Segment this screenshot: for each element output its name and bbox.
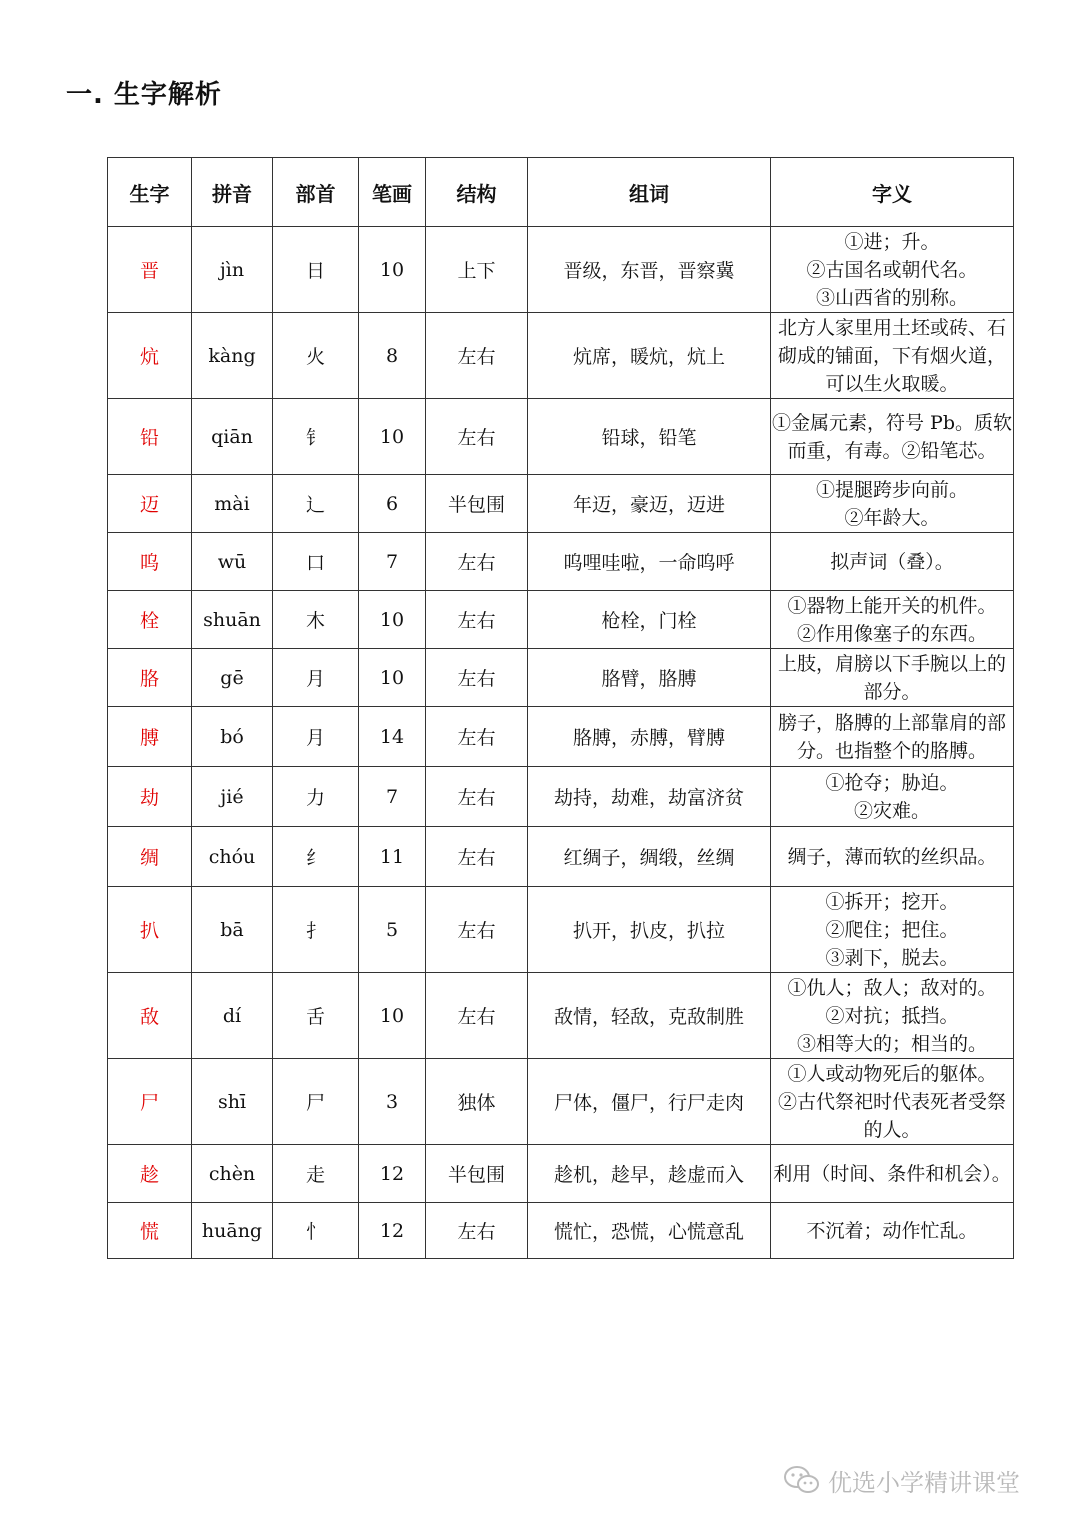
meaning-line: ③山西省的别称。 [815, 286, 968, 309]
meaning-line: 拟声词（叠）。 [830, 550, 954, 573]
structure-cell: 左右 [426, 1203, 528, 1259]
radical-cell: 忄 [273, 1203, 359, 1259]
words-cell: 敌情，轻敌，克敌制胜 [528, 973, 771, 1059]
radical-cell: 走 [273, 1145, 359, 1203]
meaning-line: ②爬住；把住。 [825, 918, 959, 941]
meaning-cell [771, 227, 1014, 313]
meaning-cell [771, 399, 1014, 475]
header-structure: 结构 [426, 158, 528, 227]
table-row [108, 1059, 1014, 1145]
char-cell: 铅 [108, 399, 192, 475]
watermark [782, 1460, 1062, 1500]
strokes-cell: 5 [359, 887, 426, 973]
pinyin-cell: wū [192, 533, 273, 591]
strokes-cell: 10 [359, 591, 426, 649]
structure-cell: 左右 [426, 973, 528, 1059]
header-radical: 部首 [273, 158, 359, 227]
pinyin-cell: shuān [192, 591, 273, 649]
structure-cell: 左右 [426, 313, 528, 399]
meaning-line: 北方人家里用土坯或砖、石砌成的铺面，下有烟火道，可以生火取暖。 [777, 316, 1006, 395]
table-row [108, 707, 1014, 767]
pinyin-cell: gē [192, 649, 273, 707]
char-cell: 尸 [108, 1059, 192, 1145]
table-row [108, 313, 1014, 399]
words-cell: 趁机，趁早，趁虚而入 [528, 1145, 771, 1203]
words-cell: 年迈，豪迈，迈进 [528, 475, 771, 533]
meaning-line: 上肢，肩膀以下手腕以上的部分。 [777, 652, 1006, 703]
character-table [107, 157, 1014, 1259]
table-row [108, 1203, 1014, 1259]
char-cell: 绸 [108, 827, 192, 887]
meaning-line: ①提腿跨步向前。 [815, 478, 968, 501]
meaning-line: ②古代祭祀时代表死者受祭的人。 [777, 1090, 1006, 1141]
pinyin-cell: huāng [192, 1203, 273, 1259]
words-cell: 慌忙，恐慌，心慌意乱 [528, 1203, 771, 1259]
meaning-cell [771, 887, 1014, 973]
char-cell: 呜 [108, 533, 192, 591]
radical-cell: 尸 [273, 1059, 359, 1145]
strokes-cell: 12 [359, 1203, 426, 1259]
meaning-cell [771, 973, 1014, 1059]
words-cell: 扒开，扒皮，扒拉 [528, 887, 771, 973]
header-strokes: 笔画 [359, 158, 426, 227]
wechat-icon [782, 1464, 822, 1496]
pinyin-cell: mài [192, 475, 273, 533]
words-cell: 红绸子，绸缎，丝绸 [528, 827, 771, 887]
radical-cell: 口 [273, 533, 359, 591]
header-char: 生字 [108, 158, 192, 227]
meaning-line: 不沉着；动作忙乱。 [806, 1219, 978, 1242]
table-row [108, 591, 1014, 649]
table-row [108, 1145, 1014, 1203]
structure-cell: 独体 [426, 1059, 528, 1145]
meaning-line: 绸子，薄而软的丝织品。 [787, 845, 997, 868]
radical-cell: 舌 [273, 973, 359, 1059]
pinyin-cell: chèn [192, 1145, 273, 1203]
char-cell: 炕 [108, 313, 192, 399]
strokes-cell: 10 [359, 973, 426, 1059]
pinyin-cell: bó [192, 707, 273, 767]
table-row [108, 475, 1014, 533]
table-header-row [108, 158, 1014, 227]
meaning-cell [771, 1059, 1014, 1145]
meaning-line: ③相等大的；相当的。 [796, 1032, 987, 1055]
radical-cell: 扌 [273, 887, 359, 973]
table-row [108, 767, 1014, 827]
table-row [108, 827, 1014, 887]
strokes-cell: 7 [359, 533, 426, 591]
structure-cell: 左右 [426, 767, 528, 827]
table-row [108, 887, 1014, 973]
meaning-cell [771, 591, 1014, 649]
meaning-cell [771, 827, 1014, 887]
strokes-cell: 14 [359, 707, 426, 767]
meaning-cell [771, 649, 1014, 707]
structure-cell: 左右 [426, 399, 528, 475]
pinyin-cell: jié [192, 767, 273, 827]
meaning-cell [771, 707, 1014, 767]
meaning-line: ②年龄大。 [844, 506, 940, 529]
table-row [108, 227, 1014, 313]
words-cell: 胳臂，胳膊 [528, 649, 771, 707]
meaning-line: ②作用像塞子的东西。 [796, 622, 987, 645]
strokes-cell: 11 [359, 827, 426, 887]
strokes-cell: 8 [359, 313, 426, 399]
words-cell: 枪栓，门栓 [528, 591, 771, 649]
header-meaning: 字义 [771, 158, 1014, 227]
structure-cell: 左右 [426, 707, 528, 767]
structure-cell: 左右 [426, 887, 528, 973]
meaning-line: ①进；升。 [844, 230, 940, 253]
meaning-line: ①金属元素，符号 Pb。质软而重，有毒。②铅笔芯。 [772, 411, 1012, 462]
char-cell: 扒 [108, 887, 192, 973]
structure-cell: 左右 [426, 649, 528, 707]
meaning-line: ②灾难。 [853, 799, 930, 822]
char-cell: 晋 [108, 227, 192, 313]
pinyin-cell: kàng [192, 313, 273, 399]
meaning-line: ③剥下，脱去。 [825, 946, 959, 969]
pinyin-cell: qiān [192, 399, 273, 475]
table-row [108, 533, 1014, 591]
table-row [108, 973, 1014, 1059]
section-title: 一. 生字解析 [66, 80, 222, 110]
structure-cell: 半包围 [426, 475, 528, 533]
words-cell: 尸体，僵尸，行尸走肉 [528, 1059, 771, 1145]
meaning-line: ①器物上能开关的机件。 [787, 594, 997, 617]
radical-cell: 月 [273, 707, 359, 767]
words-cell: 劫持，劫难，劫富济贫 [528, 767, 771, 827]
meaning-cell [771, 1145, 1014, 1203]
meaning-line: ①人或动物死后的躯体。 [787, 1062, 997, 1085]
strokes-cell: 3 [359, 1059, 426, 1145]
meaning-line: 利用（时间、条件和机会）。 [773, 1162, 1011, 1185]
words-cell: 晋级，东晋，晋察冀 [528, 227, 771, 313]
words-cell: 呜哩哇啦，一命呜呼 [528, 533, 771, 591]
pinyin-cell: dí [192, 973, 273, 1059]
radical-cell: 辶 [273, 475, 359, 533]
char-cell: 迈 [108, 475, 192, 533]
strokes-cell: 6 [359, 475, 426, 533]
radical-cell: 月 [273, 649, 359, 707]
pinyin-cell: shī [192, 1059, 273, 1145]
pinyin-cell: bā [192, 887, 273, 973]
radical-cell: 日 [273, 227, 359, 313]
char-cell: 膊 [108, 707, 192, 767]
radical-cell: 力 [273, 767, 359, 827]
words-cell: 炕席，暖炕，炕上 [528, 313, 771, 399]
char-cell: 趁 [108, 1145, 192, 1203]
meaning-cell [771, 313, 1014, 399]
meaning-line: ①抢夺；胁迫。 [825, 771, 959, 794]
char-cell: 胳 [108, 649, 192, 707]
structure-cell: 左右 [426, 533, 528, 591]
meaning-line: 膀子，胳膊的上部靠肩的部分。也指整个的胳膊。 [777, 711, 1006, 762]
meaning-cell [771, 1203, 1014, 1259]
watermark-text: 优选小学精讲课堂 [828, 1468, 1020, 1497]
meaning-cell [771, 475, 1014, 533]
structure-cell: 左右 [426, 591, 528, 649]
header-pinyin: 拼音 [192, 158, 273, 227]
words-cell: 胳膊，赤膊，臂膊 [528, 707, 771, 767]
words-cell: 铅球，铅笔 [528, 399, 771, 475]
strokes-cell: 10 [359, 649, 426, 707]
char-cell: 慌 [108, 1203, 192, 1259]
radical-cell: 火 [273, 313, 359, 399]
meaning-line: ②古国名或朝代名。 [806, 258, 978, 281]
pinyin-cell: chóu [192, 827, 273, 887]
table-row [108, 649, 1014, 707]
radical-cell: 纟 [273, 827, 359, 887]
strokes-cell: 10 [359, 399, 426, 475]
radical-cell: 木 [273, 591, 359, 649]
structure-cell: 上下 [426, 227, 528, 313]
char-cell: 敌 [108, 973, 192, 1059]
strokes-cell: 7 [359, 767, 426, 827]
strokes-cell: 12 [359, 1145, 426, 1203]
char-cell: 栓 [108, 591, 192, 649]
table-row [108, 399, 1014, 475]
meaning-line: ①拆开；挖开。 [825, 890, 959, 913]
meaning-line: ②对抗；抵挡。 [825, 1004, 959, 1027]
strokes-cell: 10 [359, 227, 426, 313]
structure-cell: 半包围 [426, 1145, 528, 1203]
meaning-line: ①仇人；敌人；敌对的。 [787, 976, 997, 999]
meaning-cell [771, 767, 1014, 827]
structure-cell: 左右 [426, 827, 528, 887]
radical-cell: 钅 [273, 399, 359, 475]
header-words: 组词 [528, 158, 771, 227]
meaning-cell [771, 533, 1014, 591]
pinyin-cell: jìn [192, 227, 273, 313]
char-cell: 劫 [108, 767, 192, 827]
